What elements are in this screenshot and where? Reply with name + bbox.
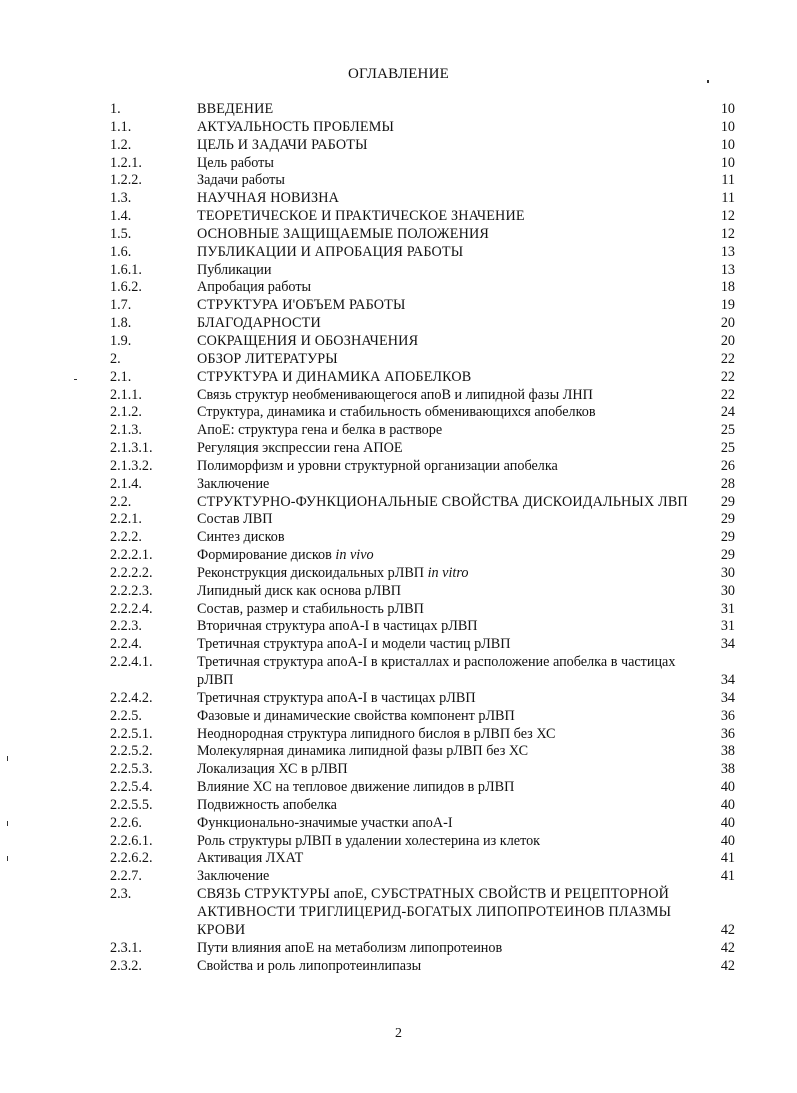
toc-entry-number: 2.3.1.: [110, 939, 142, 956]
toc-entry: [110, 779, 735, 797]
toc-entry: [110, 101, 735, 119]
toc-entry-page: 40: [720, 779, 735, 796]
toc-entry-number: 2.2.4.: [110, 636, 142, 653]
toc-entry-title-text: Заключение: [197, 868, 270, 885]
toc-entry: [110, 351, 735, 369]
toc-entry-page: 31: [720, 618, 735, 635]
toc-entry-title: [197, 815, 690, 833]
toc-entry-title-text: ВВЕДЕНИЕ: [197, 101, 274, 117]
toc-entry-title: [197, 119, 690, 137]
toc-entry-page: 12: [720, 208, 735, 225]
toc-entry-title: [197, 440, 690, 458]
toc-entry-page: 38: [720, 761, 735, 778]
toc-entry-number: 1.9.: [110, 332, 132, 349]
toc-entry-page: 29: [720, 511, 735, 528]
toc-entry: [110, 654, 735, 690]
toc-entry-title-text: Третичная структура апоА-I в кристаллах и расположение апобелка в частицах рЛВП: [197, 654, 676, 688]
toc-entry-number: 1.: [110, 101, 121, 117]
toc-entry: [110, 458, 735, 476]
toc-entry-title: [197, 940, 690, 958]
toc-entry-title: [197, 244, 690, 262]
toc-entry: [110, 601, 735, 619]
toc-entry-title: [197, 351, 690, 369]
toc-entry-page: 10: [720, 118, 735, 135]
toc-entry-title-text: Синтез дисков: [197, 529, 285, 546]
toc-entry-title: [197, 155, 690, 173]
toc-entry-title-text: Молекулярная динамика липидной фазы рЛВП без ХС: [197, 743, 529, 760]
toc-entry-title-text: Полиморфизм и уровни структурной организации апобелка: [197, 457, 558, 474]
toc-entry: [110, 422, 735, 440]
toc-entry: [110, 369, 735, 387]
toc-entry-page: 20: [720, 315, 735, 332]
toc-entry-number: 2.2.2.: [110, 529, 142, 546]
toc-entry: [110, 119, 735, 137]
toc-entry-number: 2.2.5.: [110, 707, 142, 724]
table-of-contents: [110, 101, 735, 975]
toc-entry-page: 34: [720, 636, 735, 653]
toc-entry-page: 11: [721, 172, 735, 189]
toc-entry-title: [197, 297, 690, 315]
toc-entry-number: 1.3.: [110, 190, 132, 207]
toc-entry-title-text: Роль структуры рЛВП в удалении холестерина из клеток: [197, 832, 541, 849]
toc-entry: [110, 137, 735, 155]
toc-entry-title: [197, 137, 690, 155]
toc-entry-title-text: Пути влияния апоЕ на метаболизм липопротеинов: [197, 939, 503, 956]
toc-entry: [110, 279, 735, 297]
toc-entry-number: 2.1.4.: [110, 475, 142, 492]
toc-entry-page: 10: [720, 154, 735, 171]
toc-entry-number: 1.7.: [110, 297, 132, 314]
toc-entry-title: [197, 779, 690, 797]
toc-entry-number: 1.6.1.: [110, 261, 142, 278]
toc-entry-title-text: Свойства и роль липопротеинлипазы: [197, 957, 422, 974]
toc-entry-title-text: СВЯЗЬ СТРУКТУРЫ апоЕ, СУБСТРАТНЫХ СВОЙСТВ И РЕЦЕПТОРНОЙ АКТИВНОСТИ ТРИГЛИЦЕРИД-БОГАТЫХ ЛИПОПРОТЕИНОВ ПЛАЗМЫ КРОВИ: [197, 886, 672, 938]
toc-entry-title-text: Апробация работы: [197, 279, 312, 296]
toc-entry-number: 2.2.6.: [110, 814, 142, 831]
toc-entry-title-text: Регуляция экспрессии гена АПОЕ: [197, 440, 403, 457]
toc-entry-title-text: Вторичная структура апоА-I в частицах рЛВП: [197, 618, 478, 635]
toc-entry-title-text: Третичная структура апоА-I в частицах рЛВП: [197, 689, 476, 706]
toc-entry-page: 29: [720, 529, 735, 546]
toc-entry-title-text: Структура, динамика и стабильность обменивающихся апобелков: [197, 404, 596, 421]
toc-entry-title-text: ТЕОРЕТИЧЕСКОЕ И ПРАКТИЧЕСКОЕ ЗНАЧЕНИЕ: [197, 208, 525, 225]
toc-entry-page: 18: [720, 279, 735, 296]
toc-entry: [110, 547, 735, 565]
toc-entry-title: [197, 422, 690, 440]
toc-entry-title: [197, 404, 690, 422]
toc-entry-title: [197, 529, 690, 547]
toc-entry-number: 2.2.5.3.: [110, 761, 153, 778]
toc-entry-page: 10: [720, 101, 735, 117]
toc-entry-title: [197, 547, 690, 565]
toc-entry-title-text: Третичная структура апоА-I и модели частиц рЛВП: [197, 636, 511, 653]
toc-entry: [110, 726, 735, 744]
toc-entry-number: 2.2.2.3.: [110, 582, 153, 599]
toc-entry-title-text: Локализация ХС в рЛВП: [197, 761, 348, 778]
toc-entry-number: 2.2.6.2.: [110, 850, 153, 867]
toc-entry-page: 30: [720, 564, 735, 581]
toc-entry-title: [197, 315, 690, 333]
toc-entry: [110, 565, 735, 583]
toc-entry-title: [197, 208, 690, 226]
toc-entry-number: 2.2.4.2.: [110, 689, 153, 706]
toc-entry-number: 1.5.: [110, 225, 132, 242]
toc-entry: [110, 743, 735, 761]
toc-entry-number: 1.6.: [110, 243, 132, 260]
toc-entry-title-text: Реконструкция дискоидальных рЛВП: [197, 564, 428, 581]
toc-entry-title: [197, 618, 690, 636]
toc-entry-number: 2.2.3.: [110, 618, 142, 635]
toc-entry-title: [197, 172, 690, 190]
toc-entry-number: 1.6.2.: [110, 279, 142, 296]
toc-entry-title: [197, 494, 690, 512]
toc-entry-page: 38: [720, 743, 735, 760]
toc-entry-title-text: СТРУКТУРНО-ФУНКЦИОНАЛЬНЫЕ СВОЙСТВА ДИСКОИДАЛЬНЫХ ЛВП: [197, 493, 688, 510]
toc-entry-number: 2.: [110, 350, 121, 367]
toc-entry-title: [197, 101, 690, 119]
toc-entry-page: 13: [720, 243, 735, 260]
toc-entry-title-text: ЦЕЛЬ И ЗАДАЧИ РАБОТЫ: [197, 136, 368, 153]
toc-entry-number: 2.2.2.1.: [110, 547, 153, 564]
toc-entry-title-text: Фазовые и динамические свойства компонент рЛВП: [197, 707, 515, 724]
toc-entry: [110, 708, 735, 726]
toc-entry: [110, 940, 735, 958]
toc-entry: [110, 958, 735, 976]
toc-entry-title: [197, 262, 690, 280]
toc-entry-number: 2.2.6.1.: [110, 832, 153, 849]
toc-entry-page: 26: [720, 457, 735, 474]
toc-entry-title-text: Подвижность апобелка: [197, 796, 337, 813]
toc-entry-number: 2.1.3.: [110, 422, 142, 439]
toc-entry-title: [197, 279, 690, 297]
toc-entry-page: 12: [720, 225, 735, 242]
toc-entry-page: 25: [720, 440, 735, 457]
toc-entry-title: [197, 601, 690, 619]
scan-speck: [7, 756, 8, 761]
toc-entry: [110, 315, 735, 333]
scan-speck: [707, 80, 709, 83]
toc-entry-number: 2.2.5.2.: [110, 743, 153, 760]
toc-entry-title: [197, 565, 690, 583]
toc-entry: [110, 797, 735, 815]
toc-entry: [110, 761, 735, 779]
toc-entry-title-text: Связь структур необменивающегося апоВ и липидной фазы ЛНП: [197, 386, 593, 403]
toc-entry-title-text: Влияние ХС на тепловое движение липидов в рЛВП: [197, 779, 515, 796]
toc-entry: [110, 172, 735, 190]
toc-entry-page: 36: [720, 725, 735, 742]
toc-entry-number: 1.2.: [110, 136, 132, 153]
toc-entry-page: 42: [720, 921, 735, 938]
toc-entry-title: [197, 761, 690, 779]
toc-entry-number: 2.2.5.5.: [110, 796, 153, 813]
toc-entry-number: 2.1.1.: [110, 386, 142, 403]
toc-entry-title-text: БЛАГОДАРНОСТИ: [197, 315, 321, 332]
toc-entry: [110, 404, 735, 422]
toc-entry-title: [197, 833, 690, 851]
toc-entry: [110, 833, 735, 851]
toc-entry-title-text: Формирование дисков: [197, 547, 336, 564]
toc-entry-number: 2.2.7.: [110, 868, 142, 885]
toc-entry-title-text: Цель работы: [197, 154, 274, 171]
toc-entry-number: 1.2.1.: [110, 154, 142, 171]
toc-entry-number: 1.2.2.: [110, 172, 142, 189]
toc-entry-number: 2.2.5.1.: [110, 725, 153, 742]
toc-entry-title-text: Задачи работы: [197, 172, 285, 189]
toc-entry-title-text: Активация ЛХАТ: [197, 850, 304, 867]
toc-entry-title-text: Состав, размер и стабильность рЛВП: [197, 600, 424, 617]
toc-entry-page: 10: [720, 136, 735, 153]
toc-entry-title-text: ПУБЛИКАЦИИ И АПРОБАЦИЯ РАБОТЫ: [197, 243, 464, 260]
toc-entry-title: [197, 654, 690, 690]
toc-entry-number: 1.4.: [110, 208, 132, 225]
toc-entry-page: 28: [720, 475, 735, 492]
toc-entry-page: 40: [720, 796, 735, 813]
scan-speck: [74, 379, 77, 380]
toc-entry-number: 2.3.: [110, 886, 132, 903]
toc-entry: [110, 511, 735, 529]
toc-entry-title-italic: in vitro: [427, 564, 469, 581]
toc-entry-page: 42: [720, 939, 735, 956]
toc-entry: [110, 387, 735, 405]
toc-entry-page: 22: [720, 368, 735, 385]
toc-entry-page: 13: [720, 261, 735, 278]
page-title: ОГЛАВЛЕНИЕ: [348, 66, 449, 82]
toc-entry-title: [197, 387, 690, 405]
toc-entry-title-text: ОБЗОР ЛИТЕРАТУРЫ: [197, 350, 338, 367]
toc-entry-title-text: СТРУКТУРА И ДИНАМИКА АПОБЕЛКОВ: [197, 368, 472, 385]
toc-entry-number: 1.1.: [110, 118, 132, 135]
toc-entry-page: 36: [720, 707, 735, 724]
toc-entry-title: [197, 458, 690, 476]
toc-entry-title: [197, 190, 690, 208]
toc-entry: [110, 333, 735, 351]
toc-entry-title: [197, 797, 690, 815]
toc-entry-page: 34: [720, 672, 735, 688]
toc-entry: [110, 583, 735, 601]
toc-entry-number: 2.2.5.4.: [110, 779, 153, 796]
toc-entry-title: [197, 708, 690, 726]
toc-entry-title: [197, 511, 690, 529]
toc-entry-title: [197, 226, 690, 244]
toc-entry: [110, 440, 735, 458]
toc-entry-page: 20: [720, 332, 735, 349]
toc-entry: [110, 868, 735, 886]
toc-entry: [110, 476, 735, 494]
toc-entry-title-text: Заключение: [197, 475, 270, 492]
toc-entry-title-text: НАУЧНАЯ НОВИЗНА: [197, 190, 340, 207]
toc-entry-title: [197, 743, 690, 761]
toc-entry-page: 22: [720, 386, 735, 403]
toc-entry-number: 2.1.3.2.: [110, 457, 153, 474]
toc-entry-title-text: АКТУАЛЬНОСТЬ ПРОБЛЕМЫ: [197, 118, 394, 135]
toc-entry-title-text: СТРУКТУРА И'ОБЪЕМ РАБОТЫ: [197, 297, 406, 314]
toc-entry-page: 30: [720, 582, 735, 599]
toc-entry: [110, 297, 735, 315]
toc-entry-number: 2.2.2.4.: [110, 600, 153, 617]
toc-entry-title-text: ОСНОВНЫЕ ЗАЩИЩАЕМЫЕ ПОЛОЖЕНИЯ: [197, 225, 489, 242]
toc-entry: [110, 226, 735, 244]
toc-entry: [110, 529, 735, 547]
toc-entry-page: 40: [720, 814, 735, 831]
toc-entry-title-text: СОКРАЩЕНИЯ И ОБОЗНАЧЕНИЯ: [197, 332, 419, 349]
toc-entry-title: [197, 958, 690, 976]
toc-entry-title: [197, 476, 690, 494]
toc-entry-title: [197, 333, 690, 351]
toc-entry: [110, 690, 735, 708]
toc-entry-title: [197, 850, 690, 868]
toc-entry-title: [197, 636, 690, 654]
toc-entry-title-text: Состав ЛВП: [197, 511, 273, 528]
toc-entry: [110, 262, 735, 280]
toc-entry-number: 2.2.: [110, 493, 132, 510]
toc-entry-title: [197, 690, 690, 708]
toc-entry: [110, 636, 735, 654]
scan-speck: [7, 821, 8, 826]
toc-entry-title: [197, 369, 690, 387]
toc-entry: [110, 155, 735, 173]
toc-entry-page: 25: [720, 422, 735, 439]
toc-entry-page: 34: [720, 689, 735, 706]
toc-entry-title-text: Публикации: [197, 261, 272, 278]
toc-entry-title: [197, 868, 690, 886]
toc-entry-number: 2.3.2.: [110, 957, 142, 974]
toc-entry-title-text: Неоднородная структура липидного бислоя в рЛВП без ХС: [197, 725, 556, 742]
toc-entry-page: 31: [720, 600, 735, 617]
toc-entry-page: 40: [720, 832, 735, 849]
toc-entry-number: 2.2.2.2.: [110, 564, 153, 581]
toc-entry-title-text: Липидный диск как основа рЛВП: [197, 582, 402, 599]
toc-entry: [110, 850, 735, 868]
toc-entry-number: 2.1.2.: [110, 404, 142, 421]
toc-entry-page: 24: [720, 404, 735, 421]
toc-entry-page: 29: [720, 547, 735, 564]
toc-entry-number: 2.2.1.: [110, 511, 142, 528]
toc-entry-number: 1.8.: [110, 315, 132, 332]
toc-entry-title: [197, 583, 690, 601]
toc-entry-page: 41: [720, 850, 735, 867]
toc-entry: [110, 815, 735, 833]
toc-entry-page: 42: [720, 957, 735, 974]
toc-entry: [110, 886, 735, 940]
toc-entry-number: 2.1.: [110, 368, 132, 385]
scan-speck: [7, 856, 8, 861]
toc-entry-number: 2.2.4.1.: [110, 654, 153, 671]
toc-entry-title-italic: in vivo: [335, 547, 374, 564]
toc-entry-title: [197, 886, 690, 940]
toc-entry: [110, 494, 735, 512]
page-number: 2: [395, 1026, 402, 1041]
toc-entry: [110, 618, 735, 636]
toc-entry-title-text: Функционально-значимые участки апоА-I: [197, 814, 453, 831]
toc-entry-page: 22: [720, 350, 735, 367]
toc-entry: [110, 190, 735, 208]
toc-entry-title: [197, 726, 690, 744]
toc-entry-page: 41: [720, 868, 735, 885]
toc-entry-page: 19: [720, 297, 735, 314]
toc-entry-number: 2.1.3.1.: [110, 440, 153, 457]
toc-entry: [110, 244, 735, 262]
toc-entry: [110, 208, 735, 226]
toc-entry-page: 29: [720, 493, 735, 510]
toc-entry-page: 11: [721, 190, 735, 207]
toc-entry-title-text: АпоЕ: структура гена и белка в растворе: [197, 422, 443, 439]
